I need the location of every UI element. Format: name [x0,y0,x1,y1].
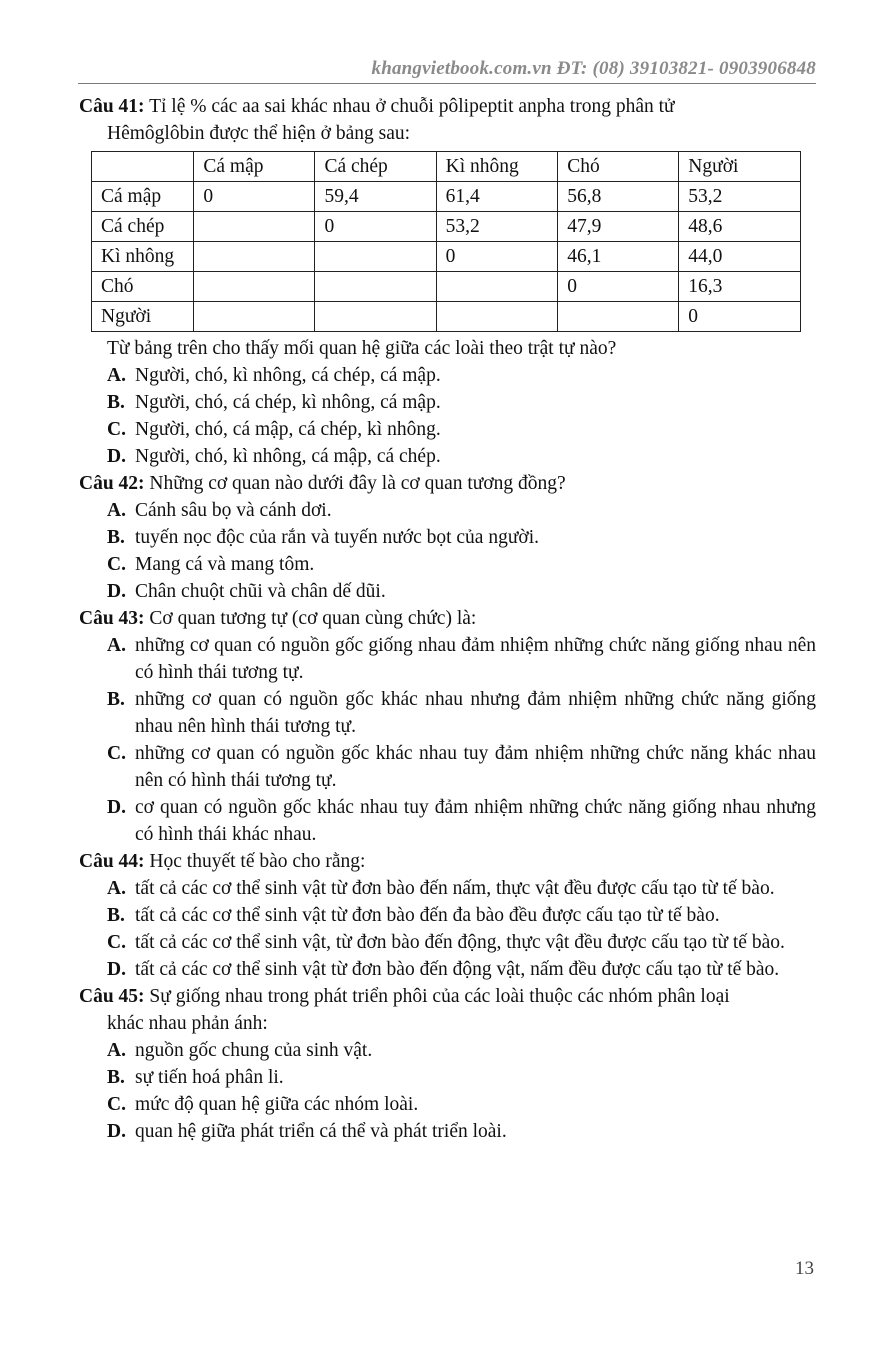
option-letter: B. [107,392,125,413]
question-44-text: Học thuyết tế bào cho rằng: [144,851,366,872]
option-letter: A. [107,635,126,656]
question-43-option-d[interactable] [79,794,816,848]
question-45-option-a[interactable] [79,1037,816,1064]
table-cell [315,242,436,272]
option-letter: C. [107,932,126,953]
question-42-text: Những cơ quan nào dưới đây là cơ quan tương đồng? [144,473,566,494]
table-cell: 0 [315,212,436,242]
question-45-option-d[interactable] [79,1118,816,1145]
question-45-option-c[interactable] [79,1091,816,1118]
question-41-option-b[interactable] [79,389,816,416]
table-header-cell: Cá chép [315,152,436,182]
table-cell [315,302,436,332]
option-text: Cánh sâu bọ và cánh dơi. [135,500,332,521]
option-text: những cơ quan có nguồn gốc giống nhau đảm nhiệm những chức năng giống nhau nên có hình thái tương tự. [135,635,816,683]
question-41-option-c[interactable] [79,416,816,443]
table-row [92,272,801,302]
table-cell [194,302,315,332]
table-cell: 48,6 [679,212,801,242]
option-letter: C. [107,1094,126,1115]
question-42-option-c[interactable] [79,551,816,578]
question-42-option-a[interactable] [79,497,816,524]
option-text: Mang cá và mang tôm. [135,554,315,575]
question-45-text-line1: Sự giống nhau trong phát triển phôi của các loài thuộc các nhóm phân loại [144,986,730,1007]
question-41-stem [79,93,816,147]
table-cell: 16,3 [679,272,801,302]
question-44 [79,848,816,983]
page-number: 13 [795,1258,814,1279]
questions-content [79,93,816,1145]
question-43-option-a[interactable] [79,632,816,686]
table-row [92,212,801,242]
table-cell: 56,8 [558,182,679,212]
table-cell [436,302,558,332]
table-cell: 0 [558,272,679,302]
table-row [92,242,801,272]
question-44-number: Câu 44: [79,851,145,872]
question-42-option-b[interactable] [79,524,816,551]
question-42-stem [79,470,816,497]
option-text: cơ quan có nguồn gốc khác nhau tuy đảm nhiệm những chức năng giống nhau nhưng có hình thái khác nhau. [135,797,816,845]
option-text: Chân chuột chũi và chân dế dũi. [135,581,386,602]
option-letter: C. [107,419,126,440]
table-header-row [92,152,801,182]
table-header-cell: Cá mập [194,152,315,182]
hemoglobin-table [91,151,801,332]
option-letter: D. [107,446,126,467]
option-letter: C. [107,743,126,764]
table-cell: Chó [92,272,194,302]
table-cell: 61,4 [436,182,558,212]
table-cell: 59,4 [315,182,436,212]
option-letter: A. [107,500,126,521]
option-text: tất cả các cơ thể sinh vật từ đơn bào đến đa bào đều được cấu tạo từ tế bào. [135,905,720,926]
question-45-stem [79,983,816,1037]
option-letter: A. [107,1040,126,1061]
option-text: nguồn gốc chung của sinh vật. [135,1040,373,1061]
option-letter: B. [107,689,125,710]
question-43-stem [79,605,816,632]
question-45-number: Câu 45: [79,986,145,1007]
question-44-option-d[interactable] [79,956,816,983]
table-cell: 53,2 [436,212,558,242]
table-header-cell [92,152,194,182]
table-cell: Kì nhông [92,242,194,272]
question-41-prompt: Từ bảng trên cho thấy mối quan hệ giữa các loài theo trật tự nào? [107,338,617,359]
option-text: tất cả các cơ thể sinh vật từ đơn bào đến nấm, thực vật đều được cấu tạo từ tế bào. [135,878,775,899]
option-letter: A. [107,365,126,386]
question-41-text-line1: Tỉ lệ % các aa sai khác nhau ở chuỗi pôlipeptit anpha trong phân tử [144,96,675,117]
table-header-cell: Người [679,152,801,182]
table-header-cell: Chó [558,152,679,182]
table-row [92,182,801,212]
option-text: sự tiến hoá phân li. [135,1067,284,1088]
header-divider [78,83,816,84]
option-text: Người, chó, cá mập, cá chép, kì nhông. [135,419,441,440]
question-45-text-line2: khác nhau phản ánh: [107,1013,268,1034]
option-text: những cơ quan có nguồn gốc khác nhau nhưng đảm nhiệm những chức năng giống nhau nên hình thái tương tự. [135,689,816,737]
question-41-option-a[interactable] [79,362,816,389]
option-letter: D. [107,959,126,980]
option-letter: B. [107,1067,125,1088]
option-letter: D. [107,797,126,818]
table-cell: 44,0 [679,242,801,272]
table-cell [315,272,436,302]
table-cell: 0 [436,242,558,272]
table-cell [558,302,679,332]
question-41 [79,93,816,470]
option-text: Người, chó, kì nhông, cá mập, cá chép. [135,446,441,467]
option-letter: D. [107,581,126,602]
option-text: tất cả các cơ thể sinh vật từ đơn bào đến động vật, nấm đều được cấu tạo từ tế bào. [135,959,780,980]
option-text: quan hệ giữa phát triển cá thể và phát triển loài. [135,1121,507,1142]
table-cell [194,272,315,302]
table-cell: 0 [194,182,315,212]
question-44-stem [79,848,816,875]
question-43-number: Câu 43: [79,608,145,629]
option-letter: B. [107,905,125,926]
question-41-text-line2: Hêmôglôbin được thể hiện ở bảng sau: [107,123,411,144]
option-letter: B. [107,527,125,548]
question-43-option-b[interactable] [79,686,816,740]
option-text: Người, chó, cá chép, kì nhông, cá mập. [135,392,441,413]
table-cell [194,212,315,242]
table-cell: 46,1 [558,242,679,272]
table-cell: 53,2 [679,182,801,212]
question-45 [79,983,816,1145]
option-text: tất cả các cơ thể sinh vật, từ đơn bào đến động, thực vật đều được cấu tạo từ tế bào. [135,932,785,953]
question-41-number: Câu 41: [79,96,145,117]
option-text: tuyến nọc độc của rắn và tuyến nước bọt của người. [135,527,540,548]
table-cell: Người [92,302,194,332]
option-letter: A. [107,878,126,899]
page-header: khangvietbook.com.vn ĐT: (08) 39103821- 0903906848 [371,58,816,79]
table-cell: 0 [679,302,801,332]
question-45-option-b[interactable] [79,1064,816,1091]
table-cell [436,272,558,302]
option-text: những cơ quan có nguồn gốc khác nhau tuy đảm nhiệm những chức năng khác nhau nên có hình thái tương tự. [135,743,816,791]
option-text: mức độ quan hệ giữa các nhóm loài. [135,1094,419,1115]
option-text: Người, chó, kì nhông, cá chép, cá mập. [135,365,441,386]
question-44-option-a[interactable] [79,875,816,902]
table-cell: Cá mập [92,182,194,212]
question-42 [79,470,816,605]
question-41-option-d[interactable] [79,443,816,470]
question-44-option-c[interactable] [79,929,816,956]
option-letter: D. [107,1121,126,1142]
table-cell: 47,9 [558,212,679,242]
option-letter: C. [107,554,126,575]
table-cell: Cá chép [92,212,194,242]
question-44-option-b[interactable] [79,902,816,929]
question-42-number: Câu 42: [79,473,145,494]
question-43 [79,605,816,848]
table-header-cell: Kì nhông [436,152,558,182]
question-43-text: Cơ quan tương tự (cơ quan cùng chức) là: [144,608,477,629]
table-row [92,302,801,332]
question-43-option-c[interactable] [79,740,816,794]
question-42-option-d[interactable] [79,578,816,605]
table-cell [194,242,315,272]
